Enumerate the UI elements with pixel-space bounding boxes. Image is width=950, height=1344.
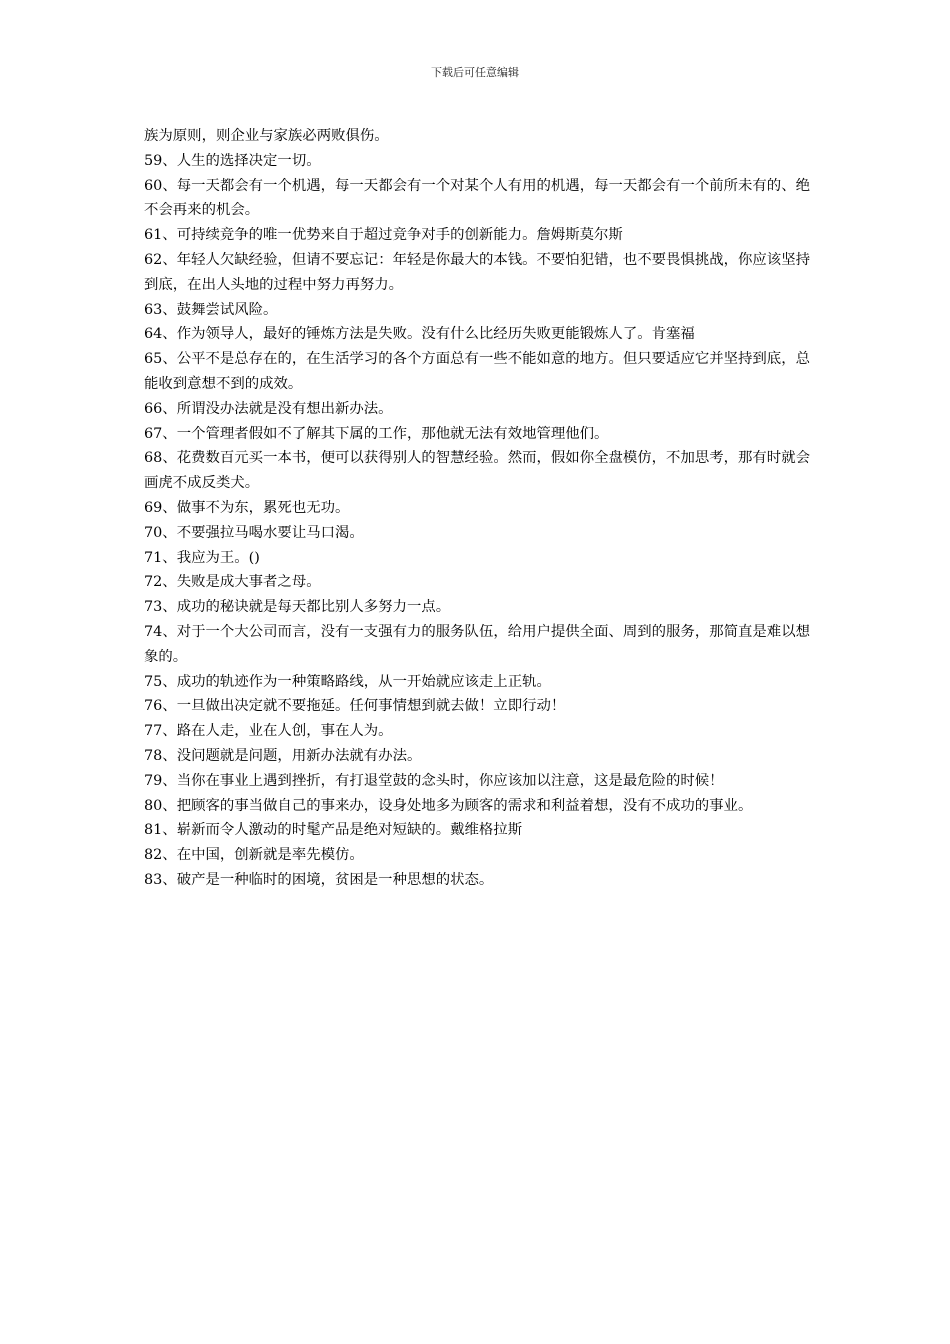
paragraph-73: 73、成功的秘诀就是每天都比别人多努力一点。 — [144, 599, 451, 616]
paragraph-60: 60、每一天都会有一个机遇，每一天都会有一个对某个人有用的机遇，每一天都会有一个前所未有的、绝不会再来的机会。 — [144, 177, 810, 219]
paragraph-70: 70、不要强拉马喝水要让马口渴。 — [144, 524, 364, 541]
paragraph-77: 77、路在人走，业在人创，事在人为。 — [144, 723, 393, 740]
paragraph-75: 75、成功的轨迹作为一种策略路线，从一开始就应该走上正轨。 — [144, 673, 551, 690]
page-header: 下载后可任意编辑 — [431, 66, 519, 79]
paragraph-78: 78、没问题就是问题，用新办法就有办法。 — [144, 747, 422, 764]
paragraph-80: 80、把顾客的事当做自己的事来办，设身处地多为顾客的需求和利益着想，没有不成功的事业。 — [144, 797, 753, 814]
paragraph-68: 68、花费数百元买一本书，便可以获得别人的智慧经验。然而，假如你全盘模仿，不加思考，那有时就会画虎不成反类犬。 — [144, 450, 810, 492]
paragraph-72: 72、失败是成大事者之母。 — [144, 574, 321, 591]
paragraph-65: 65、公平不是总存在的，在生活学习的各个方面总有一些不能如意的地方。但只要适应它并坚持到底，总能收到意想不到的成效。 — [144, 351, 810, 392]
paragraph-61: 61、可持续竞争的唯一优势来自于超过竞争对手的创新能力。詹姆斯莫尔斯 — [144, 227, 623, 244]
document-body — [144, 124, 810, 893]
paragraph-69: 69、做事不为东，累死也无功。 — [144, 499, 350, 516]
paragraph-83: 83、破产是一种临时的困境，贫困是一种思想的状态。 — [144, 871, 494, 888]
paragraph-71: 71、我应为王。() — [144, 549, 260, 566]
paragraph-continuation: 族为原则，则企业与家族必两败俱伤。 — [144, 128, 389, 144]
paragraph-62: 62、年轻人欠缺经验，但请不要忘记：年轻是你最大的本钱。不要怕犯错，也不要畏惧挑战，你应该坚持到底，在出人头地的过程中努力再努力。 — [144, 251, 810, 293]
paragraph-66: 66、所谓没办法就是没有想出新办法。 — [144, 400, 393, 417]
paragraph-82: 82、在中国，创新就是率先模仿。 — [144, 847, 364, 864]
paragraph-64: 64、作为领导人，最好的锤炼方法是失败。没有什么比经历失败更能锻炼人了。肯塞福 — [144, 326, 695, 343]
paragraph-79: 79、当你在事业上遇到挫折，有打退堂鼓的念头时，你应该加以注意，这是最危险的时候！ — [144, 772, 724, 789]
paragraph-74: 74、对于一个大公司而言，没有一支强有力的服务队伍，给用户提供全面、周到的服务，那简直是难以想象的。 — [144, 623, 810, 665]
paragraph-81: 81、崭新而令人激动的时髦产品是绝对短缺的。戴维格拉斯 — [144, 822, 523, 839]
paragraph-63: 63、鼓舞尝试风险。 — [144, 301, 278, 318]
paragraph-59: 59、人生的选择决定一切。 — [144, 152, 321, 169]
paragraph-76: 76、一旦做出决定就不要拖延。任何事情想到就去做！立即行动！ — [144, 698, 566, 715]
paragraph-67: 67、一个管理者假如不了解其下属的工作，那他就无法有效地管理他们。 — [144, 425, 609, 442]
